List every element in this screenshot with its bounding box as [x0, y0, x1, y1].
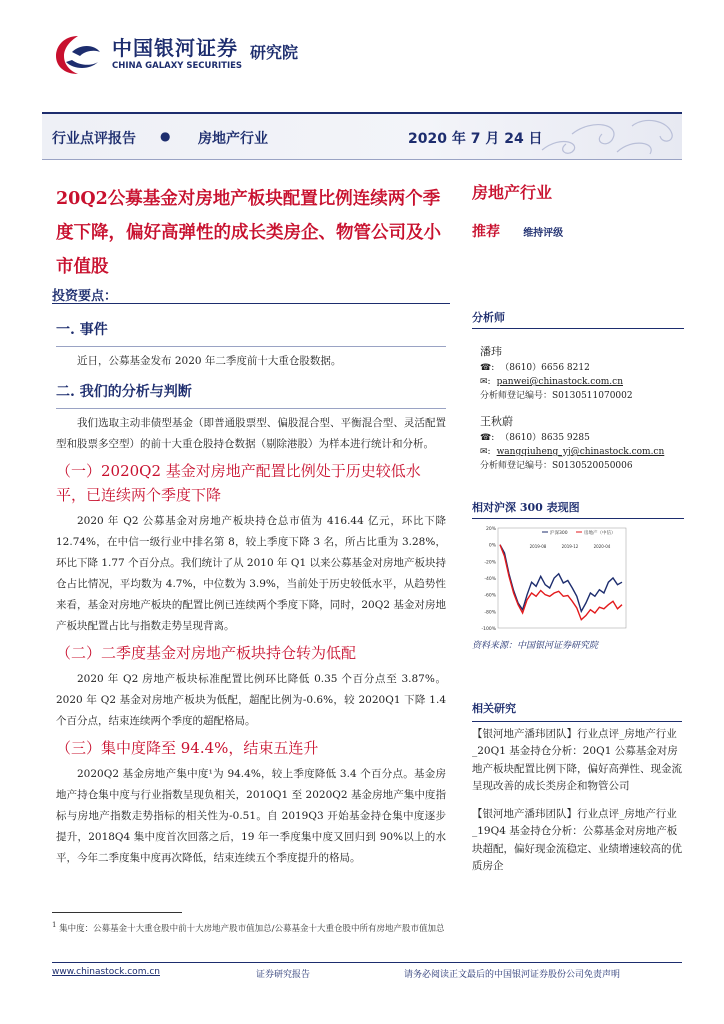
paragraph: 我们选取主动非债型基金（即普通股票型、偏股混合型、平衡混合型、灵活配置型和股票多空型）的前十大重仓股持仓数据（剔除港股）为样本进行统计和分析。 [56, 417, 446, 450]
rating-note: 维持评级 [523, 228, 564, 239]
analyst-name: 潘玮 [480, 345, 502, 358]
analyst-reg: 分析师登记编号：S0130511070002 [480, 391, 633, 401]
y-tick-label: -100% [481, 627, 496, 632]
related-item[interactable]: 【银河地产潘玮团队】行业点评_房地产行业_20Q1 基金持仓分析：20Q1 公募基金对房地产板块配置比例下降，偏好高弹性、现金流呈现改善的成长类房企和物管公司 [472, 727, 682, 792]
analyst-phone: （8610）8635 9285 [500, 433, 590, 443]
company-name-en: CHINA GALAXY SECURITIES [112, 61, 243, 71]
analyst-email-row [480, 445, 684, 459]
subsection-heading: （二）二季度基金对房地产板块持仓转为低配 [56, 644, 357, 662]
sidebar [472, 180, 684, 519]
footer-label: 证券研究报告 [256, 970, 311, 980]
report-title: 20Q2公募基金对房地产板块配置比例连续两个季度下降，偏好高弹性的成长类房企、物管公司及小市值股 [56, 189, 441, 277]
y-tick-label: 0% [488, 543, 496, 549]
paragraph: 2020 年 Q2 房地产板块标准配置比例环比降低 0.35 个百分点至 3.87%。2020 年 Q2 基金对房地产板块为低配，超配比例为-0.6%，较 2020Q1 下降 1.4 个百分点，结束连续两个季度的超配格局。 [56, 673, 446, 727]
x-tick-label: 2019-12 [561, 544, 579, 549]
divider [56, 408, 446, 409]
analyst-card [472, 413, 684, 473]
footer-divider [52, 962, 682, 963]
report-industry: 房地产行业 [198, 131, 268, 147]
legend-label: 房地产（中信） [584, 531, 616, 536]
related-research [472, 700, 682, 876]
series-line [500, 545, 622, 612]
x-tick-label: 2020-04 [593, 544, 611, 549]
chart-heading: 相对沪深 300 表现图 [472, 499, 684, 519]
paragraph: 近日，公募基金发布 2020 年二季度前十大重仓股数据。 [77, 355, 342, 367]
subsection-heading: （三）集中度降至 94.4%，结束五连升 [56, 739, 319, 757]
plot-area [498, 528, 626, 628]
cloud-pattern-icon [532, 114, 682, 160]
divider [52, 303, 450, 304]
related-heading: 相关研究 [472, 700, 682, 722]
analyst-name: 王秋蔚 [480, 415, 513, 428]
relative-performance-chart [478, 522, 630, 634]
footer-website[interactable]: www.chinastock.com.cn [52, 967, 160, 977]
section-heading: 一. 事件 [56, 322, 108, 338]
footer-disclaimer: 请务必阅读正文最后的中国银河证券股份公司免责声明 [404, 970, 621, 980]
y-tick-label: -80% [484, 610, 496, 616]
report-banner [42, 112, 682, 160]
report-date: 2020 年 7 月 24 日 [408, 131, 543, 147]
sidebar-industry: 房地产行业 [472, 183, 553, 202]
footnote-text: 集中度：公募基金十大重仓股中前十大房地产股市值加总/公募基金十大重仓股中所有房地产股市值加总 [59, 923, 445, 934]
analyst-email-row [480, 375, 684, 389]
main-content [56, 316, 446, 869]
related-item[interactable]: 【银河地产潘玮团队】行业点评_房地产行业_19Q4 基金持仓分析：公募基金对房地产板块超配，偏好现金流稳定、业绩增速较高的优质房企 [472, 807, 682, 872]
phone-icon: ☎: [480, 363, 495, 373]
x-tick-label: 2019-08 [529, 544, 547, 549]
footnote-divider [52, 912, 182, 913]
legend-label: 沪深300 [550, 531, 568, 536]
series-line [500, 545, 622, 620]
bullet-icon: ● [160, 129, 171, 143]
company-logo [52, 28, 322, 84]
mail-icon: ✉: [480, 377, 491, 387]
phone-icon: ☎: [480, 433, 495, 443]
investment-points-label: 投资要点： [52, 289, 118, 304]
research-institute: 研究院 [250, 43, 299, 62]
analyst-card [472, 343, 684, 403]
section-heading: 二. 我们的分析与判断 [56, 384, 192, 400]
analyst-phone-row [480, 431, 684, 445]
report-type: 行业点评报告 [52, 131, 136, 147]
y-tick-label: -60% [484, 593, 496, 599]
y-tick-label: 20% [485, 527, 496, 532]
rating: 推荐 [472, 224, 500, 240]
y-tick-label: -20% [484, 560, 496, 566]
paragraph: 2020 年 Q2 公募基金对房地产板块持仓总市值为 416.44 亿元，环比下降 12.74%，在中信一级行业中排名第 8，较上季度下降 3 名，所占比重为 3.28%，环比下降 1.77 个百分点。我们统计了从 2010 年 Q1 以来公募基金对房地产板块持仓占比情况，平均数为 4.7%，中位数为 3.9%，当前处于历史较低水平，从趋势性来看，基金对房地产板块的配置比例已连续两个季度下降，同时，20Q2 基金对房地产板块配置占比与指数走势呈现背离。 [56, 515, 446, 632]
analyst-phone: （8610）6656 8212 [500, 363, 590, 373]
analyst-email[interactable]: wangqiuheng_yj@chinastock.com.cn [496, 447, 665, 457]
divider [56, 346, 446, 347]
chart-source: 资料来源：中国银河证券研究院 [472, 641, 599, 651]
analyst-reg: 分析师登记编号：S0130520050006 [480, 461, 633, 471]
rating-row [472, 221, 684, 241]
analyst-email[interactable]: panwei@chinastock.com.cn [496, 377, 623, 387]
subsection-heading: （一）2020Q2 基金对房地产配置比例处于历史较低水平，已连续两个季度下降 [56, 462, 421, 504]
footnote [52, 921, 445, 934]
mail-icon: ✉: [480, 447, 491, 457]
paragraph: 2020Q2 基金房地产集中度¹为 94.4%，较上季度降低 3.4 个百分点。基金房地产持仓集中度与行业指数呈现负相关，2010Q1 至 2020Q2 基金房地产集中度指标与房地产指数走势指标的相关性为-0.51。自 2019Q3 开始基金持仓集中度逐步提升，2018Q4 集中度首次回落之后，19 年一季度集中度又回归到 90%以上的水平，今年二季度集中度再次降低，结束连续五个季度提升的格局。 [56, 768, 446, 864]
analyst-phone-row [480, 361, 684, 375]
footnote-mark: 1 [52, 921, 57, 929]
galaxy-logo-icon [52, 32, 104, 78]
y-tick-label: -40% [484, 577, 496, 582]
analysts-heading: 分析师 [472, 309, 684, 329]
company-name-cn: 中国银河证券 [112, 36, 238, 60]
